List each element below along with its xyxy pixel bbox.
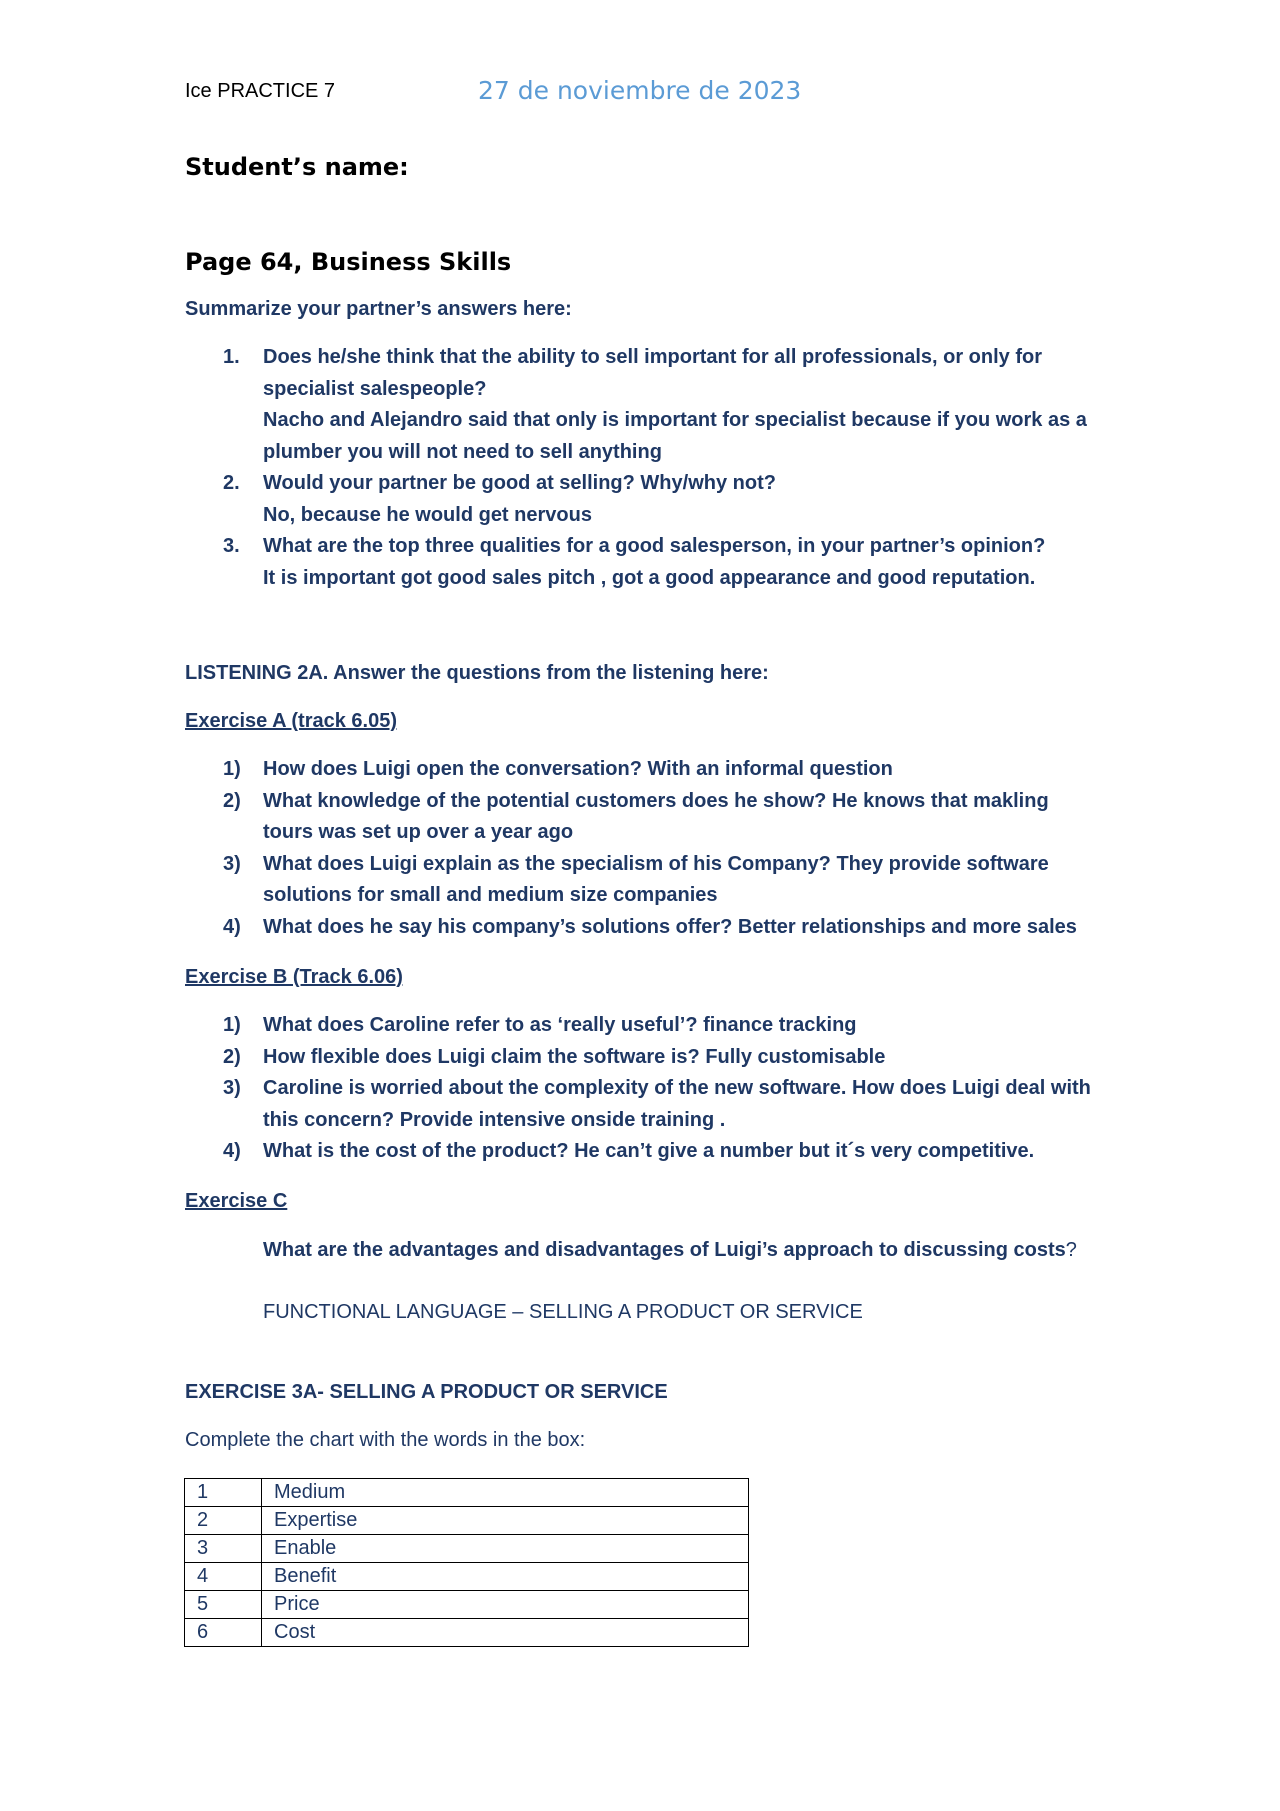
row-number: 4 [185, 1563, 262, 1591]
item-line: specialist salespeople? [263, 377, 487, 400]
exercise-3a-title: EXERCISE 3A- SELLING A PRODUCT OR SERVICE [185, 1381, 668, 1403]
item-line: Would your partner be good at selling? Why/why not? [263, 472, 776, 494]
item-number: 2) [223, 789, 241, 812]
list-item [185, 1042, 1145, 1074]
item-line: this concern? Provide intensive onside training . [263, 1108, 726, 1131]
item-number: 3. [223, 535, 240, 557]
item-line: Does he/she think that the ability to sell important for all professionals, or only for [263, 346, 1043, 368]
list-item [185, 849, 1145, 912]
row-number: 6 [185, 1619, 262, 1647]
table-row [185, 1619, 749, 1647]
item-number: 1) [223, 758, 241, 780]
item-number: 2) [223, 1045, 241, 1068]
row-number: 2 [185, 1507, 262, 1535]
item-number: 4) [223, 915, 241, 938]
item-line: tours was set up over a year ago [263, 821, 574, 843]
item-line: solutions for small and medium size companies [263, 884, 718, 906]
exercise-c-question [263, 1235, 1077, 1266]
item-number: 3) [223, 852, 241, 875]
item-line: What are the top three qualities for a good salesperson, in your partner’s opinion? [263, 535, 1046, 557]
row-number: 1 [185, 1479, 262, 1507]
list-item [185, 1073, 1145, 1136]
row-word: Price [262, 1591, 749, 1619]
row-word: Benefit [262, 1563, 749, 1591]
list-item [185, 754, 1145, 786]
item-line: What does Luigi explain as the specialism of his Company? They provide software [263, 852, 1049, 875]
list-item [185, 912, 1145, 944]
item-line: What does Caroline refer to as ‘really useful’? finance tracking [263, 1014, 857, 1036]
item-number: 2. [223, 472, 240, 494]
exercise-b-list [185, 1010, 1145, 1168]
listening-heading: LISTENING 2A. Answer the questions from the listening here: [185, 662, 769, 684]
item-line: What is the cost of the product? He can’t give a number but it´s very competitive. [263, 1140, 1035, 1162]
list-item [185, 786, 1145, 849]
business-prompt: Summarize your partner’s answers here: [185, 298, 572, 320]
row-word: Enable [262, 1535, 749, 1563]
item-number: 3) [223, 1077, 241, 1099]
list-item [185, 1136, 1145, 1168]
row-number: 5 [185, 1591, 262, 1619]
functional-language-heading: FUNCTIONAL LANGUAGE – SELLING A PRODUCT OR SERVICE [263, 1301, 863, 1323]
exercise-a-list [185, 754, 1145, 943]
exercise-c-question-text: What are the advantages and disadvantages of Luigi’s approach to discussing costs [263, 1239, 1066, 1261]
table-row [185, 1479, 749, 1507]
row-word: Expertise [262, 1507, 749, 1535]
exercise-b-title: Exercise B (Track 6.06) [185, 966, 403, 988]
list-item [185, 1010, 1145, 1042]
exercise-3a-instruction: Complete the chart with the words in the box: [185, 1429, 586, 1451]
list-item [185, 468, 1145, 531]
item-line: plumber you will not need to sell anything [263, 440, 662, 463]
row-word: Medium [262, 1479, 749, 1507]
document-date: 27 de noviembre de 2023 [478, 76, 802, 105]
item-number: 1) [223, 1014, 241, 1036]
course-title: Ice PRACTICE 7 [185, 80, 336, 102]
item-number: 1. [223, 346, 240, 368]
business-question-list [185, 342, 1145, 594]
exercise-a-title: Exercise A (track 6.05) [185, 710, 397, 732]
item-line: How flexible does Luigi claim the software is? Fully customisable [263, 1045, 886, 1068]
item-line: Caroline is worried about the complexity of the new software. How does Luigi deal with [263, 1077, 1091, 1099]
exercise-c-question-mark: ? [1065, 1239, 1077, 1261]
list-item [185, 531, 1145, 594]
item-line: What knowledge of the potential customers does he show? He knows that makling [263, 789, 1049, 812]
table-row [185, 1507, 749, 1535]
item-line: No, because he would get nervous [263, 503, 592, 526]
exercise-c-title: Exercise C [185, 1190, 288, 1212]
item-line: How does Luigi open the conversation? With an informal question [263, 758, 893, 780]
row-word: Cost [262, 1619, 749, 1647]
item-line: It is important got good sales pitch , got a good appearance and good reputation. [263, 566, 1036, 589]
word-chart-table [184, 1478, 749, 1647]
list-item [185, 342, 1145, 468]
row-number: 3 [185, 1535, 262, 1563]
item-number: 4) [223, 1140, 241, 1162]
table-row [185, 1535, 749, 1563]
table-row [185, 1591, 749, 1619]
student-name-label: Student’s name: [185, 153, 409, 181]
item-line: Nacho and Alejandro said that only is important for specialist because if you work as a [263, 409, 1087, 431]
business-skills-title: Page 64, Business Skills [185, 248, 512, 276]
item-line: What does he say his company’s solutions offer? Better relationships and more sales [263, 915, 1077, 938]
table-row [185, 1563, 749, 1591]
